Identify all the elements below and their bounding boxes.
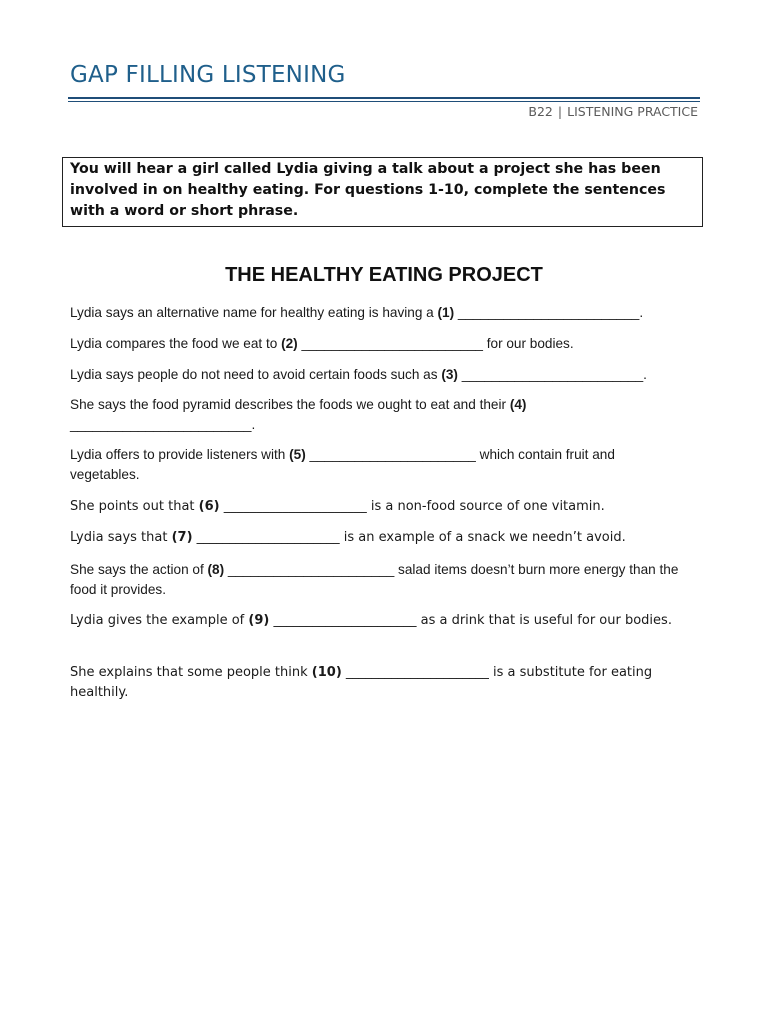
question-text: . [643, 367, 647, 382]
question-1 [70, 303, 685, 323]
question-number: (1) [437, 305, 455, 320]
section-label: LISTENING PRACTICE [567, 104, 698, 119]
answer-blank[interactable]: ______________________ [341, 665, 489, 680]
question-text: Lydia offers to provide listeners with [70, 447, 290, 462]
question-text: Lydia compares the food we eat to [70, 336, 282, 351]
question-number: (10) [311, 665, 342, 680]
question-text: is a non-food source of one vitamin. [366, 499, 605, 514]
answer-blank[interactable]: ________________________ [297, 336, 483, 351]
question-text: which contain fruit and vegetables. [70, 447, 615, 482]
answer-blank[interactable]: ______________________ [305, 447, 476, 462]
question-text: She says the action of [70, 562, 208, 577]
question-2 [70, 334, 685, 354]
page-title: GAP FILLING LISTENING [70, 62, 346, 88]
header-divider-thin [68, 101, 700, 102]
question-text: is an example of a snack we needn’t avoid. [339, 530, 626, 545]
question-6 [70, 497, 685, 517]
question-4 [70, 395, 685, 435]
question-text: Lydia says an alternative name for healthy eating is having a [70, 305, 438, 320]
question-text: as a drink that is useful for our bodies. [416, 613, 672, 628]
question-text: She points out that [70, 499, 199, 514]
question-text: . [251, 417, 256, 432]
instructions-box: You will hear a girl called Lydia giving a talk about a project she has been involved in on healthy eating. For questions 1-10, complete the sentences with a word or short phrase. [62, 157, 703, 227]
question-number: (5) [289, 447, 306, 462]
question-text: Lydia gives the example of [70, 613, 249, 628]
header-meta [528, 104, 698, 119]
question-7 [70, 528, 685, 548]
question-number: (8) [207, 562, 225, 577]
question-10 [70, 663, 685, 703]
question-3 [70, 365, 685, 385]
answer-blank[interactable]: ______________________ [224, 562, 395, 577]
question-text: Lydia says that [70, 530, 172, 545]
answer-blank[interactable]: ________________________ [70, 417, 252, 432]
header-divider [68, 97, 700, 99]
question-text: is a substitute for eating healthily. [70, 665, 653, 700]
answer-blank[interactable]: ______________________ [219, 499, 367, 514]
section-heading: THE HEALTHY EATING PROJECT [225, 264, 543, 286]
question-text: salad items doesn’t burn more energy than the food it provides. [70, 562, 679, 597]
question-text: for our bodies. [482, 336, 574, 351]
meta-separator: | [557, 104, 563, 119]
question-number: (9) [248, 613, 270, 628]
question-text: She says the food pyramid describes the foods we ought to eat and their [70, 397, 510, 412]
answer-blank[interactable]: ________________________ [454, 305, 640, 320]
question-number: (2) [281, 336, 298, 351]
question-number: (6) [198, 499, 220, 514]
question-9 [70, 611, 685, 631]
question-text: Lydia says people do not need to avoid certain foods such as [70, 367, 442, 382]
question-number: (4) [509, 397, 527, 412]
question-number: (3) [441, 367, 458, 382]
question-text: She explains that some people think [70, 665, 312, 680]
level-label: B22 [528, 104, 553, 119]
answer-blank[interactable]: ________________________ [457, 367, 644, 382]
answer-blank[interactable]: ______________________ [269, 613, 417, 628]
question-5 [70, 445, 685, 485]
question-number: (7) [171, 530, 193, 545]
question-text: . [639, 305, 644, 320]
question-8 [70, 560, 685, 600]
answer-blank[interactable]: ______________________ [192, 530, 340, 545]
